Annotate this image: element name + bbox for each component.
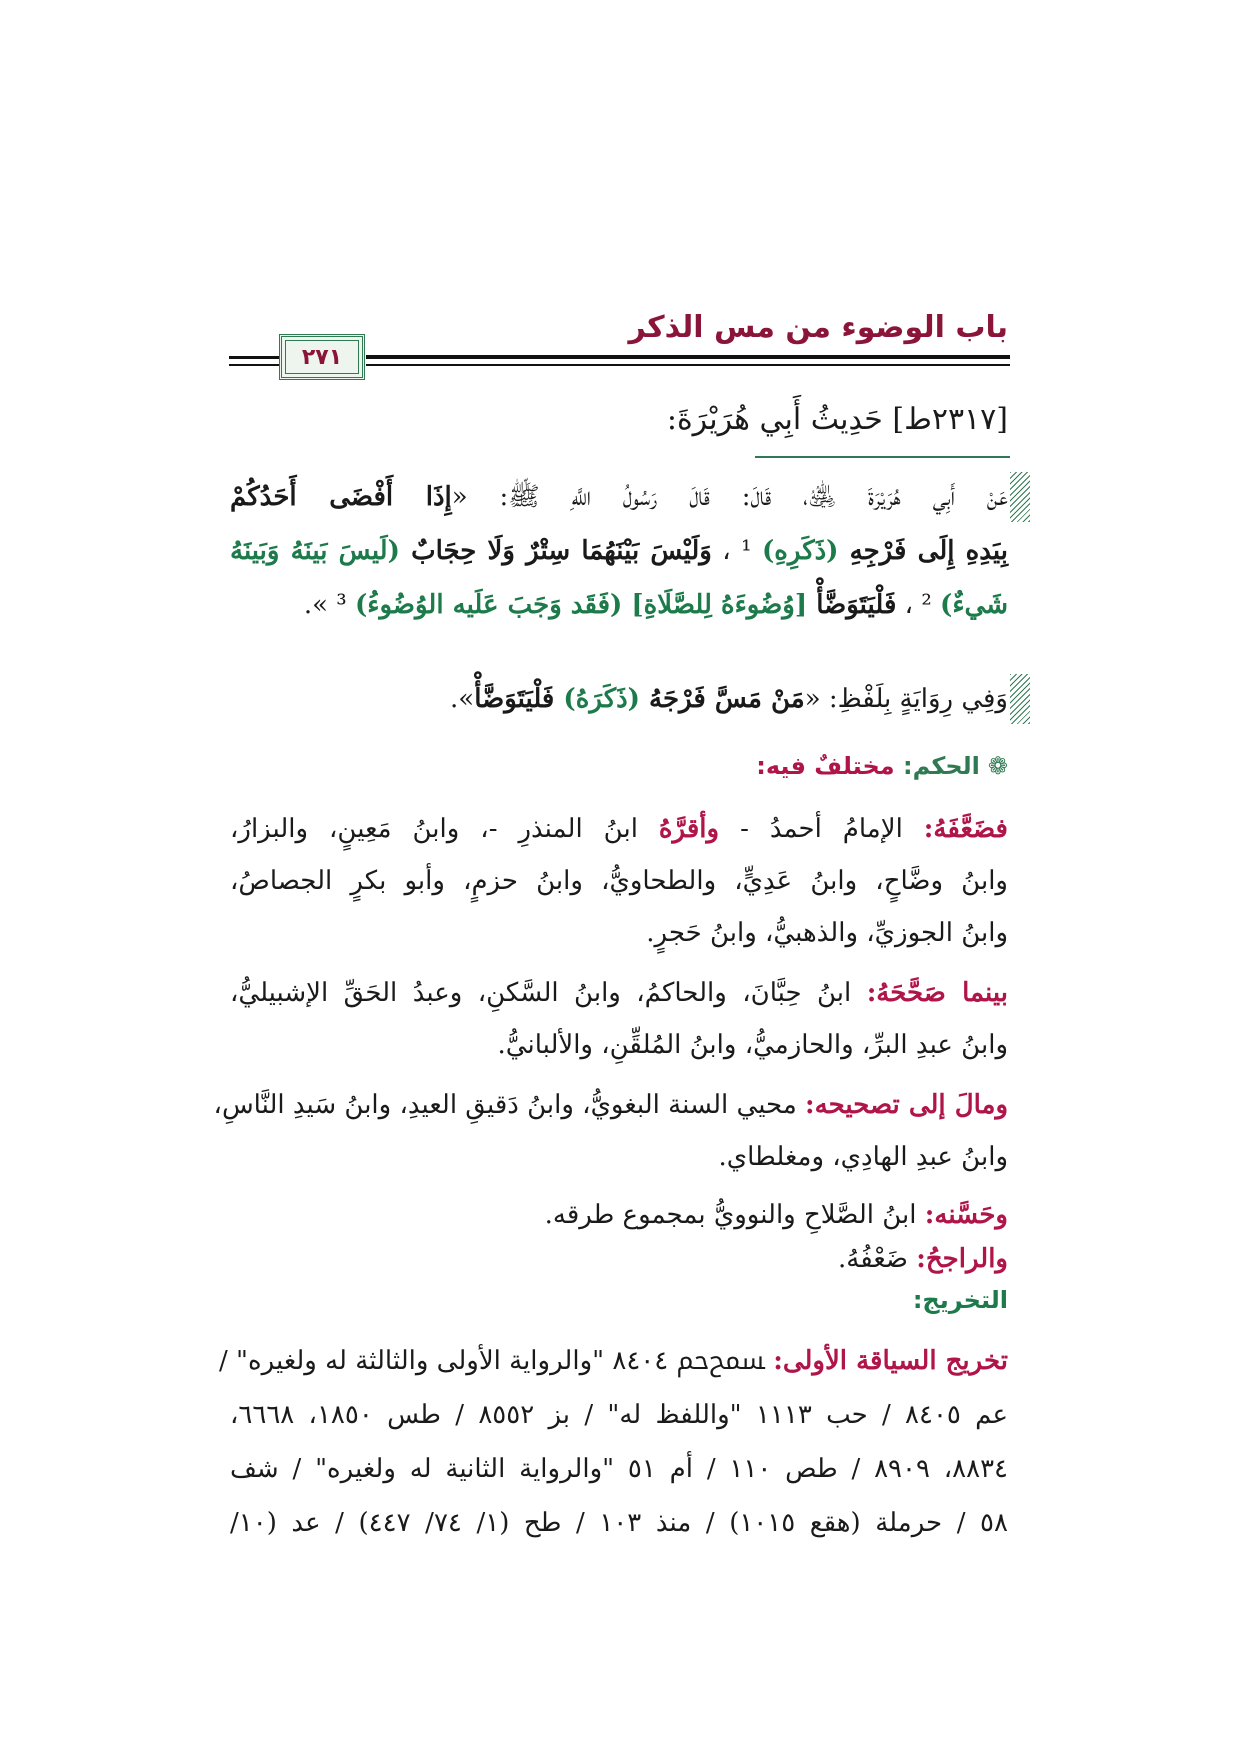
paragraph-text: محيي السنة البغويُّ، وابنُ دَقيقِ العيدِ، وابنُ سَيدِ النَّاسِ، bbox=[213, 1090, 806, 1120]
hadith-matn: مَنْ مَسَّ فَرْجَهُ bbox=[639, 684, 805, 714]
paragraph-text: وابنُ وضَّاحٍ، وابنُ عَدِيٍّ، والطحاويُّ، وابنُ حزمٍ، وأبو بكرٍ الجصاصُ، bbox=[230, 866, 1008, 896]
paragraph-text: ابنُ الصَّلاحِ والنوويُّ بمجموع طرقه. bbox=[544, 1200, 925, 1230]
hadith-frame-ornament bbox=[1010, 472, 1030, 522]
paragraph-weakened-line-2 bbox=[230, 866, 1008, 897]
ruling bbox=[756, 752, 1008, 781]
takhrij-label: تخريج السياقة الأولى: bbox=[773, 1346, 1008, 1376]
takhrij-line-1 bbox=[219, 1346, 1008, 1377]
footnote-marker: ³ ». bbox=[303, 590, 355, 620]
takhrij-text: ﵟحم ٨٤٠٤ "والرواية الأولى والثالثة له ولغيره" / bbox=[219, 1346, 774, 1376]
ruling-label: الحكم: bbox=[902, 752, 980, 780]
paragraph-authenticated-line-2 bbox=[498, 1030, 1008, 1061]
takhrij-text: عم ٨٤٠٥ / حب ١١١٣ "واللفظ له" / بز ٨٥٥٢ / طس ١٨٥٠، ٦٦٦٨، bbox=[230, 1400, 1009, 1430]
hadith-text: ». bbox=[450, 684, 475, 714]
page-number-text: ٢٧١ bbox=[301, 344, 343, 370]
paragraph-label: فضَعَّفَهُ: bbox=[923, 814, 1008, 844]
paragraph-label: وأقرَّهُ bbox=[658, 814, 720, 844]
header-rule bbox=[366, 355, 1010, 359]
variant-text: (لَيسَ بَينَهُ وَبَينَهُ bbox=[230, 536, 412, 566]
hadith-line-2 bbox=[230, 536, 1008, 567]
hadith-text: وَفِي رِوَايَةٍ بِلَفْظِ: « bbox=[804, 684, 1008, 714]
hadith-line-3 bbox=[304, 590, 1008, 621]
ruling-value: مختلفٌ فيه: bbox=[756, 752, 903, 780]
hadith-matn: فَلْيَتَوَضَّأْ bbox=[474, 684, 564, 714]
paragraph-inclined-line-2 bbox=[719, 1142, 1008, 1173]
page-number bbox=[279, 334, 365, 380]
hadith-matn: فَلْيَتَوَضَّأْ bbox=[816, 590, 897, 620]
footnote-marker: ¹ ، bbox=[711, 536, 762, 566]
hadith-title: حَدِيثُ أَبِي هُرَيْرَةَ: bbox=[666, 402, 883, 437]
variant-text: (ذَكَرِهِ) bbox=[761, 536, 839, 566]
paragraph-text: وابنُ عبدِ الهادِي، ومغلطاي. bbox=[718, 1142, 1008, 1172]
paragraph-text: ضَعْفُهُ. bbox=[838, 1244, 917, 1274]
takhrij-heading: التخريج: bbox=[912, 1286, 1008, 1314]
hadith-matn: بِيَدِهِ إِلَى فَرْجِهِ bbox=[838, 536, 1009, 566]
variant-text: (ذَكَرَهُ) bbox=[563, 684, 640, 714]
hadith-frame-ornament bbox=[1010, 674, 1030, 724]
header-rule-left-thin bbox=[229, 364, 279, 366]
paragraph-text: وابنُ الجوزيِّ، والذهبيُّ، وابنُ حَجرٍ. bbox=[646, 918, 1008, 948]
footnote-marker: ² ، bbox=[896, 590, 941, 620]
paragraph-preponderant bbox=[838, 1244, 1008, 1275]
paragraph-weakened-line-3 bbox=[646, 918, 1008, 949]
hadith-number: [٢٣١٧ط] bbox=[892, 402, 1008, 437]
hadith-text: عَنْ أَبِي هُرَيْرَةَ ﵁، قَالَ: قَالَ رَسُولُ اللَّهِ ﷺ: « bbox=[451, 482, 1008, 512]
paragraph-label: وحَسَّنه: bbox=[924, 1200, 1008, 1230]
variant-text: [وُضُوءَهُ لِلصَّلَاةِ] (فَقَد وَجَبَ عَلَيه الوُضُوءُ) bbox=[354, 590, 817, 620]
paragraph-label: ومالَ إلى تصحيحه: bbox=[805, 1090, 1008, 1120]
takhrij-text: ٨٨٣٤، ٨٩٠٩ / طص ١١٠ / أم ٥١ "والرواية الثانية له ولغيره" / شف bbox=[230, 1454, 1009, 1484]
takhrij-line-2 bbox=[230, 1400, 1008, 1431]
paragraph-weakened-line-1 bbox=[230, 814, 1008, 845]
header-rule-left bbox=[229, 356, 279, 359]
variant-text: شَيءٌ) bbox=[940, 590, 1008, 620]
takhrij-line-4 bbox=[230, 1508, 1008, 1539]
header-rule-thin bbox=[366, 364, 1010, 366]
paragraph-inclined-line-1 bbox=[213, 1090, 1008, 1121]
paragraph-label: والراجحُ: bbox=[916, 1244, 1008, 1274]
flower-ornament-icon: ❁ bbox=[987, 752, 1008, 780]
paragraph-hasan bbox=[545, 1200, 1008, 1231]
paragraph-text: وابنُ عبدِ البرِّ، والحازميُّ، وابنُ المُلقِّنِ، والألبانيُّ. bbox=[497, 1030, 1008, 1060]
paragraph-authenticated-line-1 bbox=[230, 978, 1008, 1009]
takhrij-text: ٥٨ / حرملة (هقع ١٠١٥) / منذ ١٠٣ / طح (١/ ٧٤/ ٤٤٧) / عد (١٠/ bbox=[230, 1508, 1008, 1538]
paragraph-label: بينما صَحَّحَهُ: bbox=[866, 978, 1008, 1008]
takhrij-line-3 bbox=[230, 1454, 1008, 1485]
hadith-line-4 bbox=[450, 684, 1008, 715]
paragraph-text: الإمامُ أحمدُ - bbox=[719, 814, 924, 844]
paragraph-text: ابنُ المنذرِ -، وابنُ مَعِينٍ، والبزارُ، bbox=[230, 814, 659, 844]
heading-underline bbox=[755, 456, 1010, 458]
hadith-matn: وَلَيْسَ بَيْنَهُمَا سِتْرٌ وَلَا حِجَابٌ bbox=[411, 536, 712, 566]
paragraph-text: ابنُ حِبَّانَ، والحاكمُ، وابنُ السَّكنِ، وعبدُ الحَقِّ الإشبيليُّ، bbox=[230, 978, 867, 1008]
hadith-matn: إِذَا أَفْضَى أَحَدُكُمْ bbox=[230, 482, 452, 512]
hadith-line-1 bbox=[230, 482, 1008, 513]
chapter-title: باب الوضوء من مس الذكر bbox=[628, 310, 1008, 345]
hadith-heading bbox=[667, 402, 1008, 438]
